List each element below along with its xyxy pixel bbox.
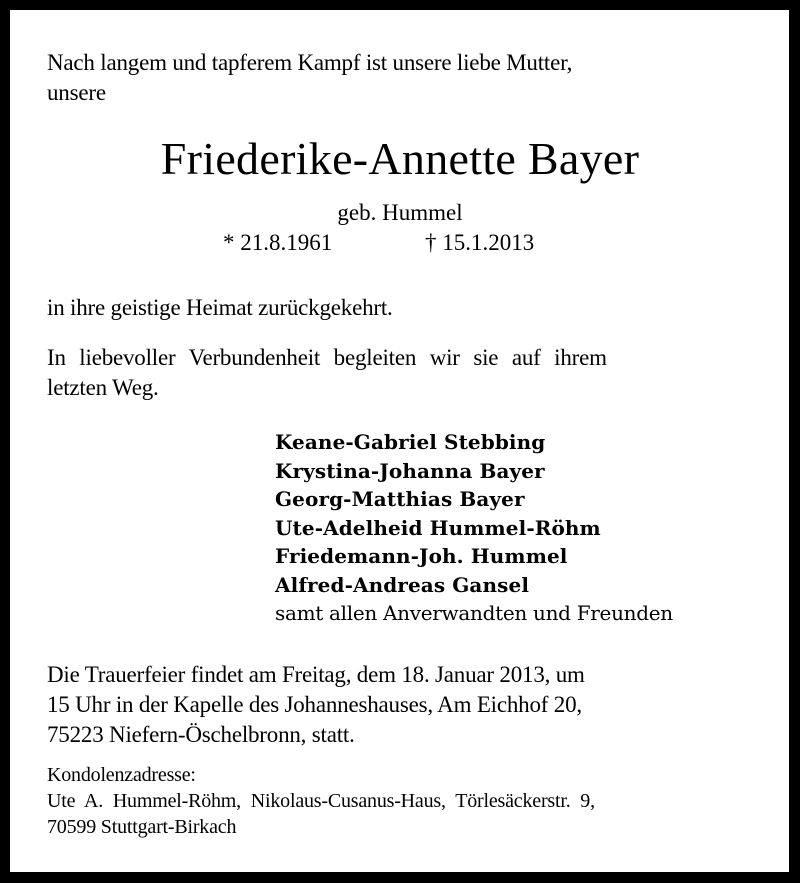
returned-text: in ihre geistige Heimat zurückgekehrt. bbox=[47, 295, 393, 320]
death-date: † 15.1.2013 bbox=[425, 230, 535, 255]
farewell-line-1: In liebevoller Verbundenheit begleiten wir sie auf ihrem bbox=[47, 345, 607, 370]
mourners-footer: samt allen Anverwandten und Freunden bbox=[275, 601, 673, 625]
mourner-name: Alfred-Andreas Gansel bbox=[275, 572, 530, 597]
condolence-line-2: 70599 Stuttgart-Birkach bbox=[47, 816, 237, 838]
birth-date: * 21.8.1961 bbox=[223, 230, 333, 255]
funeral-line-1: Die Trauerfeier findet am Freitag, dem 18. Januar 2013, um bbox=[47, 662, 585, 687]
mourner-name: Krystina-Johanna Bayer bbox=[275, 458, 545, 483]
funeral-line-2: 15 Uhr in der Kapelle des Johanneshauses, Am Eichhof 20, bbox=[47, 692, 582, 717]
condolence-label: Kondolenzadresse: bbox=[47, 764, 196, 786]
funeral-line-3: 75223 Niefern-Öschelbronn, statt. bbox=[47, 722, 355, 747]
mourners-list bbox=[275, 428, 673, 628]
mourner-name: Keane-Gabriel Stebbing bbox=[275, 430, 546, 454]
deceased-name: Friederike-Annette Bayer bbox=[160, 133, 640, 184]
maiden-name: geb. Hummel bbox=[337, 200, 463, 225]
farewell-line-2: letzten Weg. bbox=[47, 375, 159, 400]
mourner-name: Friedemann-Joh. Hummel bbox=[275, 544, 568, 568]
mourner-name: Georg-Matthias Bayer bbox=[275, 487, 525, 511]
condolence-line-1: Ute A. Hummel-Röhm, Nikolaus-Cusanus-Haus, Törlesäckerstr. 9, bbox=[47, 790, 595, 812]
intro-line-2: unsere bbox=[47, 80, 106, 105]
intro-line-1: Nach langem und tapferem Kampf ist unsere liebe Mutter, bbox=[47, 50, 573, 75]
mourner-name: Ute-Adelheid Hummel-Röhm bbox=[275, 515, 601, 540]
